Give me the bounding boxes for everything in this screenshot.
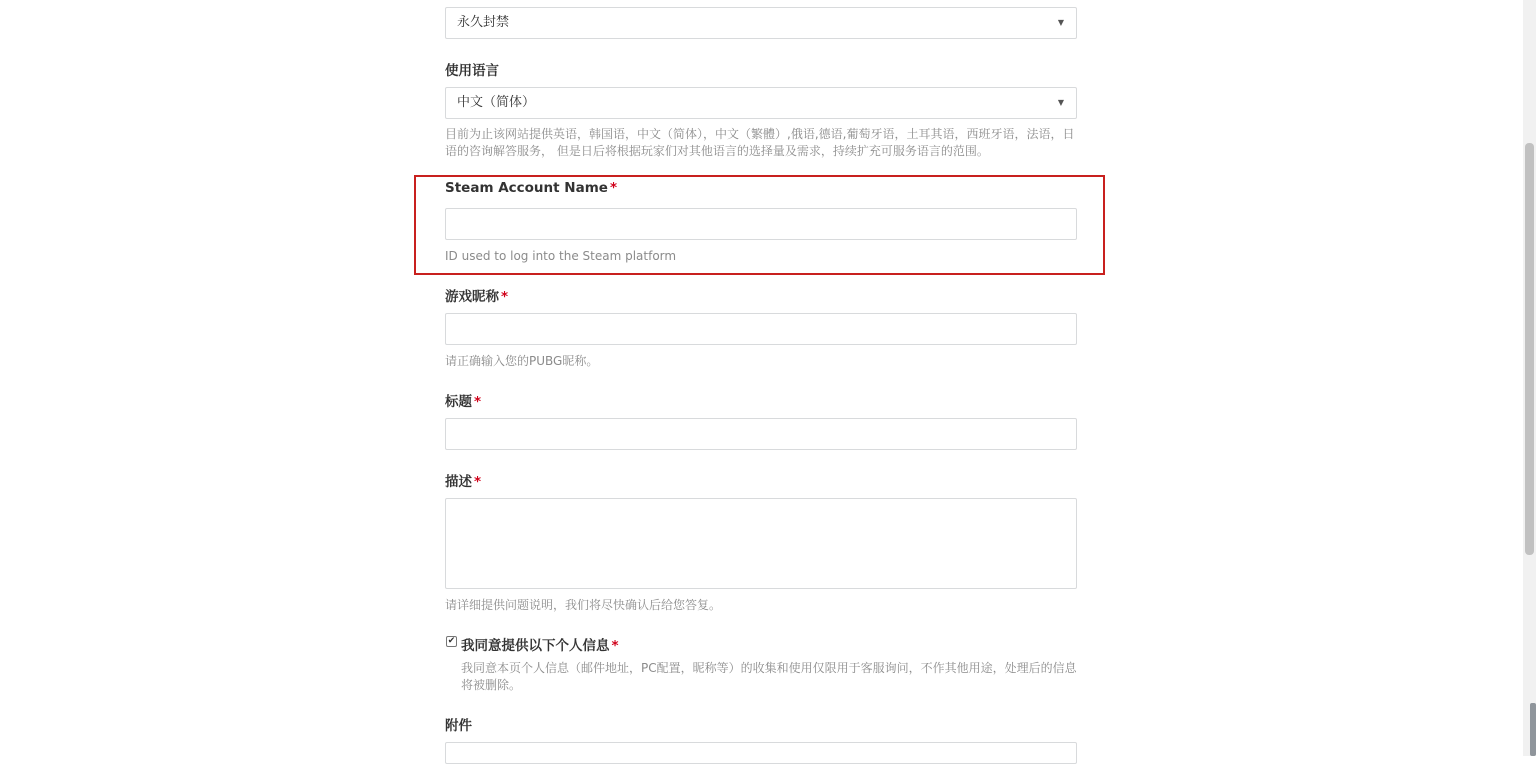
required-mark: * <box>474 394 482 410</box>
consent-hint: 我同意本页个人信息（邮件地址，PC配置，昵称等）的收集和使用仅限用于客服询问，不作其他用途，处理后的信息将被删除。 <box>461 661 1077 692</box>
language-select[interactable] <box>445 87 1077 119</box>
required-mark: * <box>611 638 619 654</box>
consent-label-text: 我同意提供以下个人信息 <box>461 638 610 654</box>
description-textarea[interactable] <box>445 498 1077 589</box>
description-label-text: 描述 <box>445 474 472 490</box>
required-mark: * <box>474 474 482 490</box>
chevron-down-icon: ▼ <box>1057 18 1064 27</box>
nickname-label <box>445 285 508 305</box>
nickname-label-text: 游戏昵称 <box>445 289 499 305</box>
attachment-label: 附件 <box>445 718 472 734</box>
consent-checkbox[interactable]: ✔ <box>447 636 456 646</box>
steam-account-highlight <box>414 175 1105 275</box>
language-label: 使用语言 <box>445 63 499 79</box>
ban-type-select[interactable] <box>445 7 1077 39</box>
language-hint: 目前为止该网站提供英语，韩国语，中文（简体），中文（繁體）,俄语,德语,葡萄牙语，土耳其语，西班牙语，法语，日语的咨询解答服务， 但是日后将根据玩家们对其他语言的选择量及需求，持续扩充可服务语言的范围。 <box>445 127 1075 158</box>
description-hint: 请详细提供问题说明，我们将尽快确认后给您答复。 <box>445 598 722 612</box>
consent-label[interactable] <box>461 634 619 654</box>
title-label <box>445 390 481 410</box>
required-mark: * <box>501 289 509 305</box>
nickname-input[interactable] <box>445 313 1077 345</box>
attachment-dropzone[interactable] <box>445 742 1077 764</box>
ban-type-select-value: 永久封禁 <box>457 15 510 30</box>
secondary-scroll-indicator[interactable] <box>1530 703 1536 756</box>
title-label-text: 标题 <box>445 394 472 410</box>
nickname-hint: 请正确输入您的PUBG昵称。 <box>445 354 599 368</box>
title-input[interactable] <box>445 418 1077 450</box>
description-label <box>445 470 481 490</box>
steam-account-hint: ID used to log into the Steam platform <box>445 249 677 263</box>
page-scrollbar-thumb[interactable] <box>1525 143 1534 555</box>
steam-account-label-text: Steam Account Name <box>445 180 608 196</box>
language-select-value: 中文（简体） <box>457 95 536 110</box>
required-mark: * <box>609 180 618 196</box>
chevron-down-icon: ▼ <box>1057 98 1064 107</box>
